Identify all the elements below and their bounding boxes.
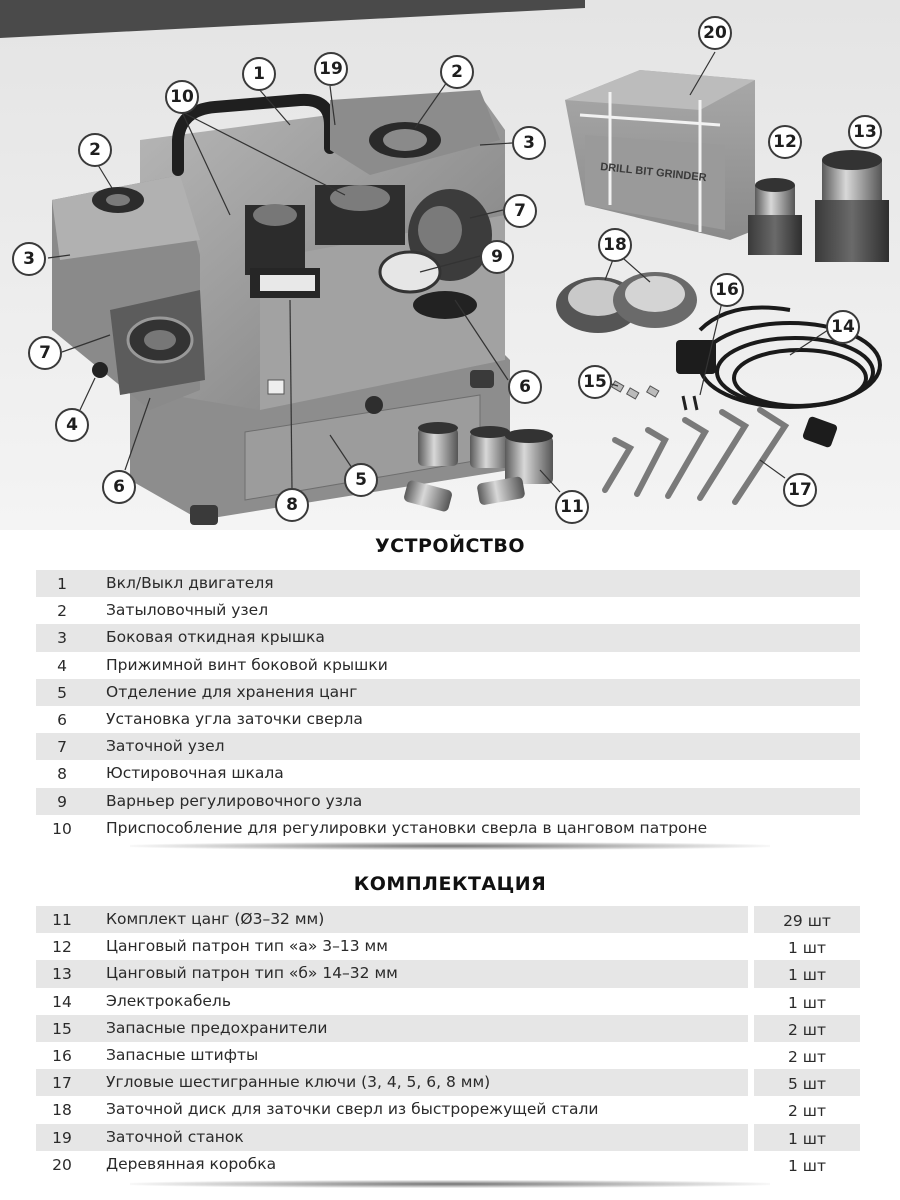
device-table	[36, 570, 860, 842]
row-text: Электрокабель	[106, 991, 231, 1010]
row-quantity: 1 шт	[787, 1129, 826, 1148]
row-number: 15	[52, 1019, 72, 1038]
row-number: 9	[57, 792, 67, 811]
row-quantity: 5 шт	[787, 1075, 826, 1094]
callout-7-left: 7	[28, 336, 62, 370]
table-row	[36, 933, 860, 960]
row-number: 3	[57, 629, 67, 648]
row-text: Затыловочный узел	[106, 601, 269, 620]
row-quantity: 1 шт	[787, 1156, 826, 1175]
callout-3-left: 3	[12, 242, 46, 276]
callout-13: 13	[848, 115, 882, 149]
table-row	[36, 1069, 860, 1096]
callout-18: 18	[598, 228, 632, 262]
table-row	[36, 960, 860, 987]
table-row	[36, 624, 860, 651]
row-text: Отделение для хранения цанг	[106, 682, 358, 701]
row-quantity: 2 шт	[787, 1020, 826, 1039]
row-number: 18	[52, 1101, 72, 1120]
row-text: Запасные предохранители	[106, 1018, 328, 1037]
section-divider	[130, 842, 770, 850]
product-illustration	[0, 0, 900, 530]
row-quantity: 1 шт	[787, 993, 826, 1012]
table-row	[36, 788, 860, 815]
row-text: Цанговый патрон тип «а» 3–13 мм	[106, 937, 388, 956]
row-quantity: 29 шт	[783, 912, 831, 930]
row-quantity: 1 шт	[787, 939, 826, 958]
row-quantity: 2 шт	[787, 1102, 826, 1121]
kit-table	[36, 906, 860, 1178]
row-number: 2	[57, 602, 67, 621]
section-divider	[130, 1180, 770, 1188]
callout-15: 15	[578, 365, 612, 399]
row-text: Запасные штифты	[106, 1045, 259, 1064]
table-row	[36, 1096, 860, 1123]
row-text: Варньер регулировочного узла	[106, 791, 363, 810]
callout-1: 1	[242, 57, 276, 91]
callout-10: 10	[165, 80, 199, 114]
table-row	[36, 988, 860, 1015]
drawer-knob	[365, 396, 383, 414]
row-text: Вкл/Выкл двигателя	[106, 574, 274, 592]
row-text: Заточной узел	[106, 737, 225, 756]
vernier-dial	[380, 252, 440, 292]
row-text: Установка угла заточки сверла	[106, 709, 363, 728]
callout-16: 16	[710, 273, 744, 307]
row-number: 12	[52, 938, 72, 957]
row-number: 4	[57, 656, 67, 675]
callout-20: 20	[698, 16, 732, 50]
callout-19: 19	[314, 52, 348, 86]
row-number: 10	[52, 819, 72, 838]
device-section-title: УСТРОЙСТВО	[374, 535, 526, 557]
callout-6-right: 6	[508, 370, 542, 404]
row-number: 1	[57, 575, 67, 593]
row-number: 17	[52, 1074, 72, 1093]
table-row	[36, 1124, 860, 1151]
row-text: Юстировочная шкала	[106, 764, 284, 783]
row-text: Заточной станок	[106, 1127, 244, 1146]
row-number: 7	[57, 738, 67, 757]
row-text: Угловые шестигранные ключи (3, 4, 5, 6, 8 мм)	[106, 1073, 491, 1092]
table-row	[36, 706, 860, 733]
row-text: Комплект цанг (Ø3–32 мм)	[106, 910, 325, 928]
kit-section-title: КОМПЛЕКТАЦИЯ	[353, 873, 547, 895]
row-text: Заточной диск для заточки сверл из быстрорежущей стали	[106, 1100, 599, 1119]
callout-11: 11	[555, 490, 589, 524]
callout-7-right: 7	[503, 194, 537, 228]
table-row	[36, 760, 860, 787]
callout-3-right: 3	[512, 126, 546, 160]
table-row	[36, 597, 860, 624]
row-quantity: 2 шт	[787, 1047, 826, 1066]
row-number: 8	[57, 765, 67, 784]
row-number: 11	[52, 911, 72, 929]
row-number: 20	[52, 1155, 72, 1174]
callout-9: 9	[480, 240, 514, 274]
row-text: Деревянная коробка	[106, 1154, 277, 1173]
table-row	[36, 1042, 860, 1069]
row-number: 14	[52, 992, 72, 1011]
row-number: 13	[52, 965, 72, 984]
row-quantity: 1 шт	[787, 966, 826, 985]
table-row	[36, 815, 860, 842]
table-row	[36, 906, 860, 933]
row-text: Приспособление для регулировки установки сверла в цанговом патроне	[106, 818, 708, 837]
callout-8: 8	[275, 488, 309, 522]
callout-2-top: 2	[440, 55, 474, 89]
table-row	[36, 1015, 860, 1042]
row-number: 5	[57, 683, 67, 702]
row-number: 16	[52, 1046, 72, 1065]
box-label: DRILL BIT GRINDER	[599, 161, 708, 185]
row-text: Прижимной винт боковой крышки	[106, 655, 388, 674]
row-text: Боковая откидная крышка	[106, 628, 325, 647]
table-row	[36, 733, 860, 760]
table-row	[36, 1151, 860, 1178]
callout-4: 4	[55, 408, 89, 442]
callout-5: 5	[344, 463, 378, 497]
callout-14: 14	[826, 310, 860, 344]
callout-6-left: 6	[102, 470, 136, 504]
callout-12: 12	[768, 125, 802, 159]
callout-17: 17	[783, 473, 817, 507]
clamp-screw	[92, 362, 108, 378]
row-number: 19	[52, 1128, 72, 1147]
callout-2-left: 2	[78, 133, 112, 167]
table-row	[36, 652, 860, 679]
table-row	[36, 679, 860, 706]
row-number: 6	[57, 710, 67, 729]
row-text: Цанговый патрон тип «б» 14–32 мм	[106, 964, 398, 983]
table-row	[36, 570, 860, 597]
